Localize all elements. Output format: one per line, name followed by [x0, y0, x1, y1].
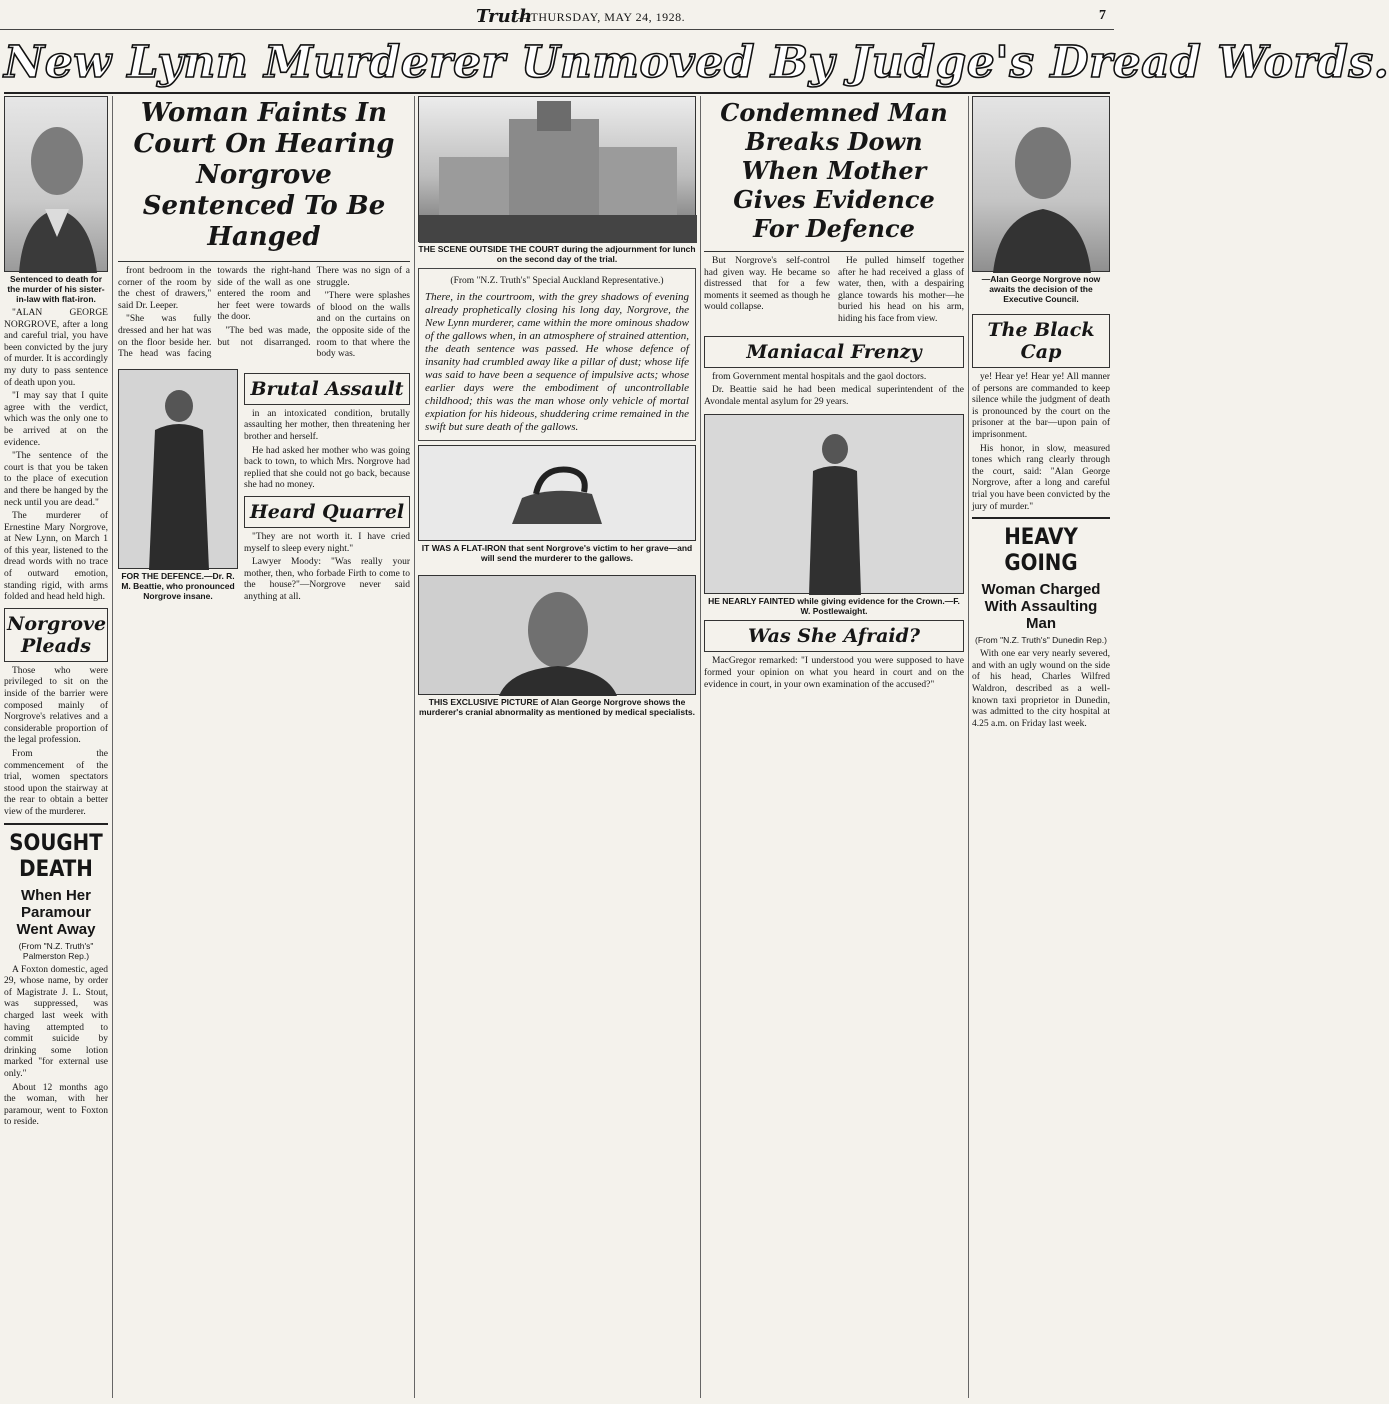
- column-right: [972, 96, 1110, 1398]
- story-paragraph: He had asked her mother who was going back to town, to which Mrs. Norgrove had replied that she could not go back, because she had no money.: [244, 445, 410, 491]
- sought-death-title: SOUGHT DEATH: [4, 823, 108, 883]
- defence-figure: [119, 370, 239, 570]
- story-paragraph: ye! Hear ye! Hear ye! All manner of persons are commanded to keep silence while the judgment of death is pronounced by the court on the prisoner at the bar—upon pain of imprisonment.: [972, 372, 1110, 440]
- center-dek-text: There, in the courtroom, with the grey shadows of evening already prophetically closing his long day, Norgrove, the New Lynn murderer, came within the more ominous shadow of the gallows when, in an atmosphere of strained attention, the death sentence was passed. He whose defence of insanity had crumbled away like a pillar of dust; whose life was said to have been a sequence of impulsive acts; whose earlier days were the embodiment of uncontrollable childhood; this was the man whose only vehicle of mortal expiation for his hideous, shuddering crime remained in the swift but sure death of the gallows.: [425, 291, 689, 433]
- column-woman-faints: [118, 96, 410, 1398]
- defence-photo: [118, 369, 238, 569]
- story-paragraph: in an intoxicated condition, brutally assaulting her mother, then threatening her brother and herself.: [244, 408, 410, 442]
- subhead-maniacal-frenzy: Maniacal Frenzy: [704, 336, 964, 368]
- right-portrait-caption: —Alan George Norgrove now awaits the decision of the Executive Council.: [981, 274, 1101, 304]
- column-rule: [414, 96, 415, 1398]
- witness-figure: [705, 415, 965, 595]
- story-paragraph: A Foxton domestic, aged 29, whose name, by order of Magistrate J. L. Stout, was suppressed, was charged last week with having attempted to commit suicide by drinking some lotion marked "for external use only.": [4, 964, 108, 1079]
- court-scene-caption: THE SCENE OUTSIDE THE COURT during the adjournment for lunch on the second day of the trial.: [418, 244, 696, 264]
- center-dek: [418, 268, 696, 441]
- column-left: [4, 96, 108, 1398]
- portrait-photo: [4, 96, 108, 272]
- heavy-going-from: (From "N.Z. Truth's" Dunedin Rep.): [975, 635, 1107, 646]
- story-paragraph: "The bed was made, but not disarranged. There was no sign of a struggle.: [217, 266, 410, 348]
- norgrove-photo: [418, 575, 696, 695]
- heavy-going-title: HEAVY GOING: [972, 517, 1110, 577]
- norgrove-portrait: [419, 576, 697, 696]
- woman-faints-title: Woman Faints In Court On Hearing Norgrove Sentenced To Be Hanged: [118, 96, 410, 262]
- subhead-was-she-afraid: Was She Afraid?: [704, 620, 964, 652]
- story-paragraph: "There were splashes of blood on the walls and on the curtains on the opposite side of the room to that where the body was.: [316, 291, 410, 360]
- story-paragraph: But Norgrove's self-control had given way. He became so distressed that for a few moments it seemed as though he would collapse.: [704, 256, 830, 313]
- norgrove-caption: THIS EXCLUSIVE PICTURE of Alan George Norgrove shows the murderer's cranial abnormality as mentioned by medical specialists.: [418, 697, 696, 717]
- story-paragraph: front bedroom in the corner of the room by the chest of drawers," said Dr. Leeper.: [118, 266, 212, 311]
- portrait-caption: Sentenced to death for the murder of his sister-in-law with flat-iron.: [7, 274, 105, 304]
- story-paragraph: "I may say that I quite agree with the verdict, which was the only one to be arrived at on the evidence.: [4, 391, 108, 448]
- story-paragraph: MacGregor remarked: "I understood you were supposed to have formed your opinion on what you heard in court and on the evidence in court, in your own examination of the accused?": [704, 656, 964, 690]
- sought-death-from: (From "N.Z. Truth's" Palmerston Rep.): [18, 940, 94, 961]
- story-paragraph: Those who were privileged to sit on the inside of the barrier were composed mainly of Norgrove's relatives and a considerable proportion of the legal profession.: [4, 665, 108, 746]
- story-paragraph: "She was fully dressed and her hat was on the floor beside her. The head was facing towards the right-hand side of the wall as one entered the room and her feet were towards the door.: [118, 266, 311, 360]
- story-paragraph: Lawyer Moody: "Was really your mother, then, who forbade Firth to come to the house?"—Norgrove never said anything at all.: [244, 557, 410, 602]
- column-condemned: [704, 96, 964, 1398]
- story-paragraph: His honor, in slow, measured tones which rang clearly through the court, said: "Alan George Norgrove, after a long and careful trial you have been convicted by the jury of murder.": [972, 443, 1110, 512]
- masthead-brand: Truth: [476, 6, 533, 27]
- court-scene-photo: [418, 96, 696, 242]
- heavy-going-dek: Woman Charged With Assaulting Man: [981, 581, 1101, 633]
- masthead: [0, 0, 1114, 30]
- story-paragraph: With one ear very nearly severed, and with an ugly wound on the side of his head, Charles Wilfred Waldron, described as a well-known taxi proprietor in Dunedin, was admitted to the city hospital at 4.25 a.m. on Friday last week.: [972, 649, 1110, 729]
- column-rule: [968, 96, 969, 1398]
- subhead-heard-quarrel: Heard Quarrel: [244, 496, 410, 528]
- story-paragraph: He pulled himself together after he had received a glass of water, then, with a despairing glance towards his mother—he buried his head on his arm, hiding his face from view.: [838, 256, 964, 324]
- flat-iron-icon: [419, 446, 695, 542]
- story-paragraph: The murderer of Ernestine Mary Norgrove, at New Lynn, on March 1 of this year, listened to the dread words with no trace of outward emotion, standing rigid, with arms folded and head held high.: [4, 511, 108, 603]
- subhead-black-cap: The Black Cap: [972, 314, 1110, 368]
- witness-photo: [704, 414, 964, 594]
- condemned-title: Condemned Man Breaks Down When Mother Gives Evidence For Defence: [704, 96, 964, 252]
- column-rule: [112, 96, 113, 1398]
- court-building: [419, 97, 697, 243]
- subhead-brutal-assault: Brutal Assault: [244, 373, 410, 405]
- witness-caption: HE NEARLY FAINTED while giving evidence for the Crown.—F. W. Postlewaight.: [708, 596, 960, 617]
- right-portrait: [973, 97, 1111, 273]
- defence-caption: FOR THE DEFENCE.—Dr. R. M. Beattie, who pronounced Norgrove insane.: [121, 570, 235, 601]
- portrait-silhouette: [5, 97, 109, 273]
- main-headline: New Lynn Murderer Unmoved By Judge's Dread Words.: [4, 32, 1110, 94]
- masthead-date: —THURSDAY, MAY 24, 1928.: [518, 10, 686, 24]
- story-paragraph: About 12 months ago the woman, with her paramour, went to Foxton to reside.: [4, 1082, 108, 1128]
- page-number: 7: [1099, 8, 1106, 23]
- sought-death-dek: When Her Paramour Went Away: [16, 886, 96, 938]
- right-portrait-photo: [972, 96, 1110, 272]
- subhead-norgrove-pleads: Norgrove Pleads: [4, 608, 108, 662]
- column-center: [418, 96, 696, 1398]
- story-paragraph: "The sentence of the court is that you be taken to the place of execution and there be hanged by the neck until you are dead.": [4, 451, 108, 508]
- column-rule: [700, 96, 701, 1398]
- story-paragraph: Dr. Beattie said he had been medical superintendent of the Avondale mental asylum for 29 years.: [704, 385, 964, 407]
- flat-iron-photo: [418, 445, 696, 541]
- story-paragraph: "They are not worth it. I have cried myself to sleep every night.": [244, 531, 410, 554]
- story-paragraph: from Government mental hospitals and the gaol doctors.: [712, 371, 927, 382]
- center-dek-from: (From "N.Z. Truth's" Special Auckland Representative.): [450, 276, 664, 286]
- story-paragraph: From the commencement of the trial, women spectators stood upon the stairway at the rear to obtain a better view of the murderer.: [4, 749, 108, 817]
- flat-iron-caption: IT WAS A FLAT-IRON that sent Norgrove's victim to her grave—and will send the murderer to the gallows.: [421, 543, 693, 563]
- story-lead: "ALAN GEORGE NORGROVE, after a long and careful trial, you have been convicted by the jury of murder. It is accordingly my duty to pass sentence of death upon you.: [4, 308, 108, 388]
